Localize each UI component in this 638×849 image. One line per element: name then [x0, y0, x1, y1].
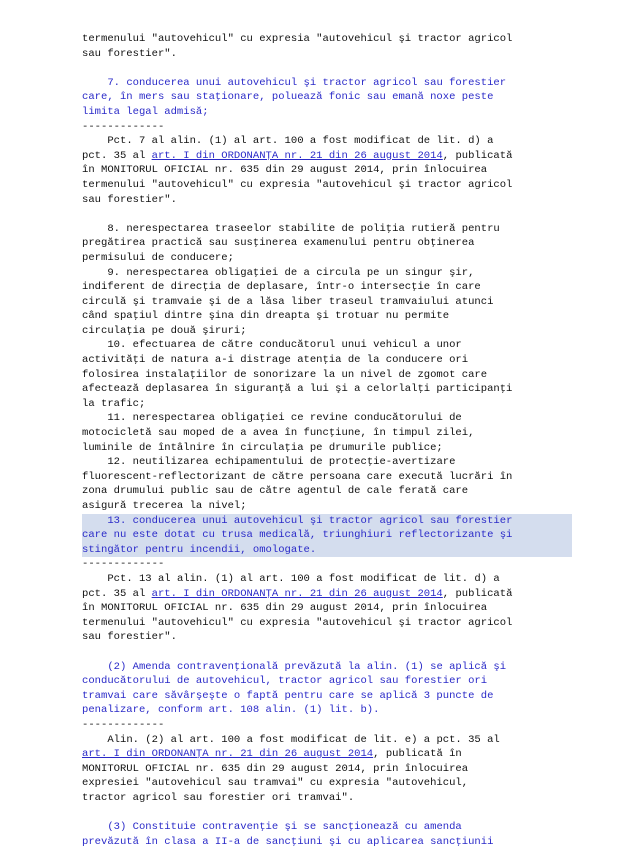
spacer [82, 207, 572, 222]
points-8-12: 8. nerespectarea traseelor stabilite de poliţia rutieră pentru pregătirea practică sau susţinerea examenului pentru obţinerea permisului de conducere; 9. nerespectarea obligaţiei de a circula pe un singur şir, indiferent de direcţia de deplasare, într-o intersecţie în care circulă şi tramvaie şi de a lăsa liber traseul tramvaiului atunci când spaţiul dintre şina din dreapta şi trotuar nu permite circulaţia pe două şiruri; 10. efectuarea de către conducătorul unui vehicul a unor activităţi de natura a-i distrage atenţia de la conducere ori folosirea instalaţiilor de sonorizare la un nivel de zgomot care afectează deplasarea în siguranţă a lui şi a celorlalţi participanţi la trafic; 11. nerespectarea obligaţiei ce revine conducătorului de motocicletă sau moped de a avea în funcţiune, în timpul zilei, luminile de întâlnire în circulaţia pe drumurile publice; 12. neutilizarea echipamentului de protecţie-avertizare fluorescent-reflectorizant de către persoana care execută lucrări în zona drumului public sau de către agentul de cale ferată care asigură trecerea la nivel; [82, 222, 513, 512]
modified-paragraph-2: (2) Amenda contravenţională prevăzută la alin. (1) se aplică şi conducătorului de autovehicul, tractor agricol sau forestier ori tramvai care săvârşeşte o faptă pentru care se aplică 3 puncte de penalizare, conform art. 108 alin. (1) lit. b). [82, 660, 507, 717]
separator: ------------- [82, 558, 165, 571]
note-text: , publicată în MONITORUL OFICIAL nr. 635 din 29 august 2014, prin înlocuirea expresiei "autovehicul sau tramvai" cu expresia "autovehicul, tractor agricol sau forestier ori tramvai". [82, 748, 469, 804]
note-text: Alin. (2) al art. 100 a fost modificat de lit. e) a pct. 35 al [107, 733, 500, 746]
spacer [82, 805, 572, 820]
note-text: , publicată în MONITORUL OFICIAL nr. 635 din 29 august 2014, prin înlocuirea termenului "autovehicul" cu expresia "autovehicul şi tractor agricol sau forestier". [82, 149, 513, 206]
amendment-note-point-13 [82, 572, 572, 645]
spacer [82, 61, 572, 76]
modified-point-7: 7. conducerea unui autovehicul şi tractor agricol sau forestier care, în mers sau staţionare, poluează fonic sau emană noxe peste limita legal admisă; [82, 76, 507, 118]
note-text: , publicată în MONITORUL OFICIAL nr. 635 din 29 august 2014, prin înlocuirea termenului "autovehicul" cu expresia "autovehicul şi tractor agricol sau forestier". [82, 587, 513, 644]
modified-paragraph-3: (3) Constituie contravenţie şi se sancţionează cu amenda prevăzută în clasa a II-a de sancţiuni şi cu aplicarea sancţiunii [82, 821, 494, 848]
amendment-note-paragraph-2 [82, 733, 572, 806]
ordinance-link[interactable]: art. I din ORDONANŢA nr. 21 din 26 august 2014 [151, 149, 443, 162]
separator: ------------- [82, 718, 165, 731]
note-text: Pct. 7 al alin. (1) al art. 100 a fost modificat de lit. d) a pct. 35 al [82, 135, 494, 162]
modified-point-13: 13. conducerea unui autovehicul şi tractor agricol sau forestier care nu este dotat cu trusa medicală, triunghiuri reflectorizante şi stingător pentru incendii, omologate. [82, 514, 572, 558]
spacer [82, 645, 572, 660]
amendment-note-point-7 [82, 134, 572, 207]
ordinance-link[interactable]: art. I din ORDONANŢA nr. 21 din 26 august 2014 [151, 587, 443, 600]
separator: ------------- [82, 120, 165, 133]
document-page [82, 32, 572, 849]
paragraph-continuation: termenului "autovehicul" cu expresia "autovehicul şi tractor agricol sau forestier". [82, 33, 513, 60]
note-text: Pct. 13 al alin. (1) al art. 100 a fost modificat de lit. d) a pct. 35 al [82, 572, 500, 600]
ordinance-link[interactable]: art. I din ORDONANŢA nr. 21 din 26 august 2014 [82, 748, 374, 761]
